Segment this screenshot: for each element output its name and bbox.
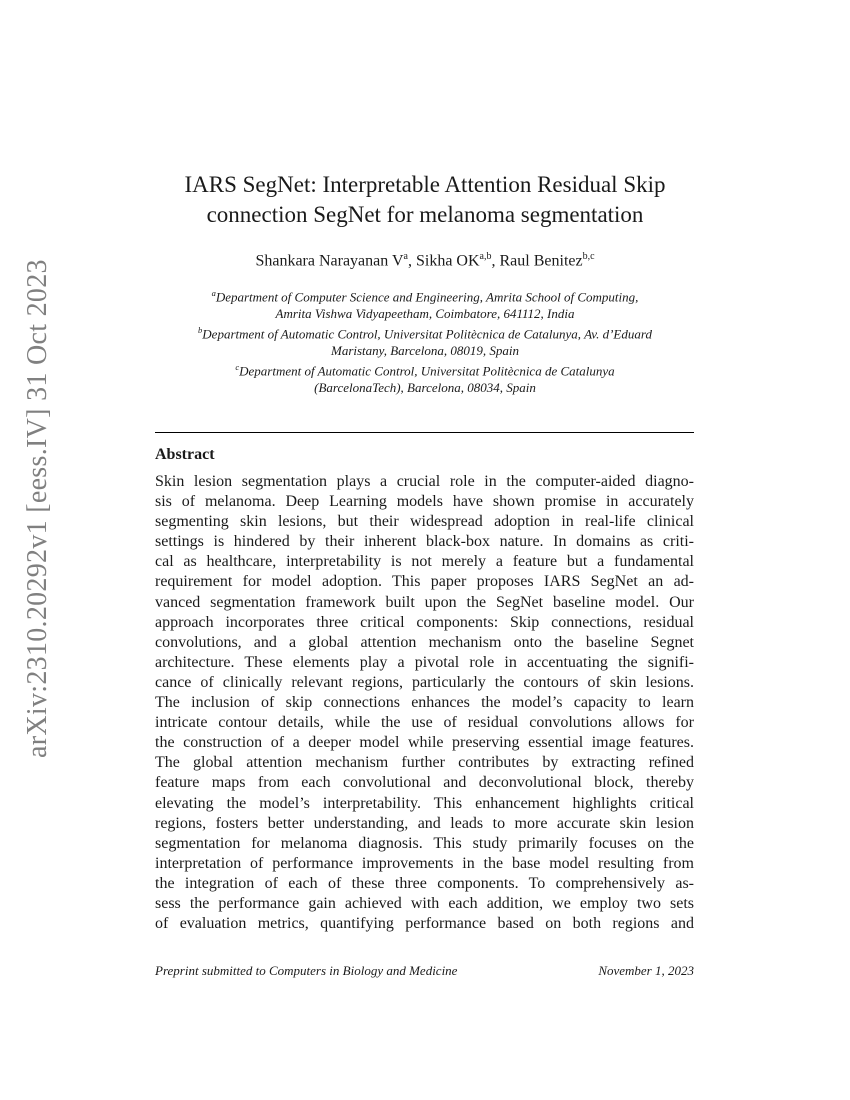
abstract-line: segmentation for melanoma diagnosis. This study primarily focuses on the [155,834,694,852]
affiliation-mark: b [198,325,203,336]
abstract-line: the construction of a deeper model while preserving essential image features. [155,734,694,752]
affiliation-line: Maristany, Barcelona, 08019, Spain [330,342,519,358]
abstract-line: interpretation of performance improvements in the base model resulting from [155,854,694,872]
author-name: Sikha OK [415,252,480,270]
abstract-line: convolutions, and a global attention mechanism onto the baseline Segnet [155,633,694,651]
abstract-line: Skin lesion segmentation plays a crucial role in the computer-aided diagno- [155,473,694,490]
abstract-line: feature maps from each convolutional and deconvolutional block, thereby [155,774,694,792]
abstract-line: the integration of each of these three components. To comprehensively as- [155,874,694,892]
affiliation-text: Department of Automatic Control, Universitat Politècnica de Catalunya [239,363,615,379]
abstract-line: settings is hindered by their inherent black-box nature. In domains as criti- [155,533,694,551]
footer-submission-note: Preprint submitted to Computers in Biology and Medicine [155,963,458,978]
author-name: Raul Benitez [499,252,583,270]
author-affiliation-mark: a [403,251,408,262]
abstract-line: cal as healthcare, interpretability is not merely a feature but a fundamental [155,553,694,571]
arxiv-identifier: arXiv:2310.20292v1 [eess.IV] 31 Oct 2023 [22,259,53,758]
affiliation-text: Department of Computer Science and Engineering, Amrita School of Computing, [215,289,639,305]
affiliation-mark: a [211,288,216,298]
author-separator: , [491,252,500,270]
abstract-line: intricate contour details, while the use of residual convolutions allows for [155,714,694,732]
affiliation-line: Amrita Vishwa Vidyapeetham, Coimbatore, 641112, India [275,305,575,321]
abstract-line: regions, fosters better understanding, and leads to more accurate skin lesion [155,814,694,832]
abstract-line: vanced segmentation framework built upon the SegNet baseline model. Our [155,593,694,611]
author-affiliation-mark: b,c [582,251,595,262]
affiliation-text: Department of Automatic Control, Universitat Politècnica de Catalunya, Av. d’Eduard [202,326,652,342]
abstract-line: approach incorporates three critical components: Skip connections, residual [155,613,694,631]
affiliation-line [130,285,720,306]
abstract-line: sis of melanoma. Deep Learning models have shown promise in accurately [155,493,694,511]
page-footer [155,963,694,979]
abstract-heading: Abstract [155,446,215,463]
abstract-line: architecture. These elements play a pivotal role in accentuating the signifi- [155,653,694,671]
affiliations [130,285,720,396]
abstract-line: cance of clinically relevant regions, particularly the contours of skin lesions. [155,673,694,691]
footer-date: November 1, 2023 [598,963,694,978]
author-separator: , [407,252,416,270]
abstract-line: requirement for model adoption. This paper proposes IARS SegNet an ad- [155,573,694,591]
abstract-body [155,472,694,934]
affiliation-mark: c [235,362,240,373]
affiliation-line: (BarcelonaTech), Barcelona, 08034, Spain [314,380,536,396]
affiliation-line [130,359,720,380]
author-name: Shankara Narayanan V [255,252,404,270]
abstract-line: segmenting skin lesions, but their widespread adoption in real-life clinical [155,513,694,531]
horizontal-rule [155,432,694,433]
author-list [130,251,720,270]
title-line: IARS SegNet: Interpretable Attention Residual Skip [184,172,666,197]
abstract-line: sess the performance gain achieved with each addition, we employ two sets [155,894,694,912]
title-line: connection SegNet for melanoma segmentation [206,202,644,227]
author-affiliation-mark: a,b [479,251,492,262]
abstract-line: The inclusion of skip connections enhances the model’s capacity to learn [155,694,694,712]
paper-title [130,170,720,230]
affiliation-line [130,322,720,343]
abstract-line: elevating the model’s interpretability. This enhancement highlights critical [155,794,694,812]
abstract-line: of evaluation metrics, quantifying performance based on both regions and [155,915,694,933]
abstract-line: The global attention mechanism further contributes by extracting refined [155,754,694,772]
